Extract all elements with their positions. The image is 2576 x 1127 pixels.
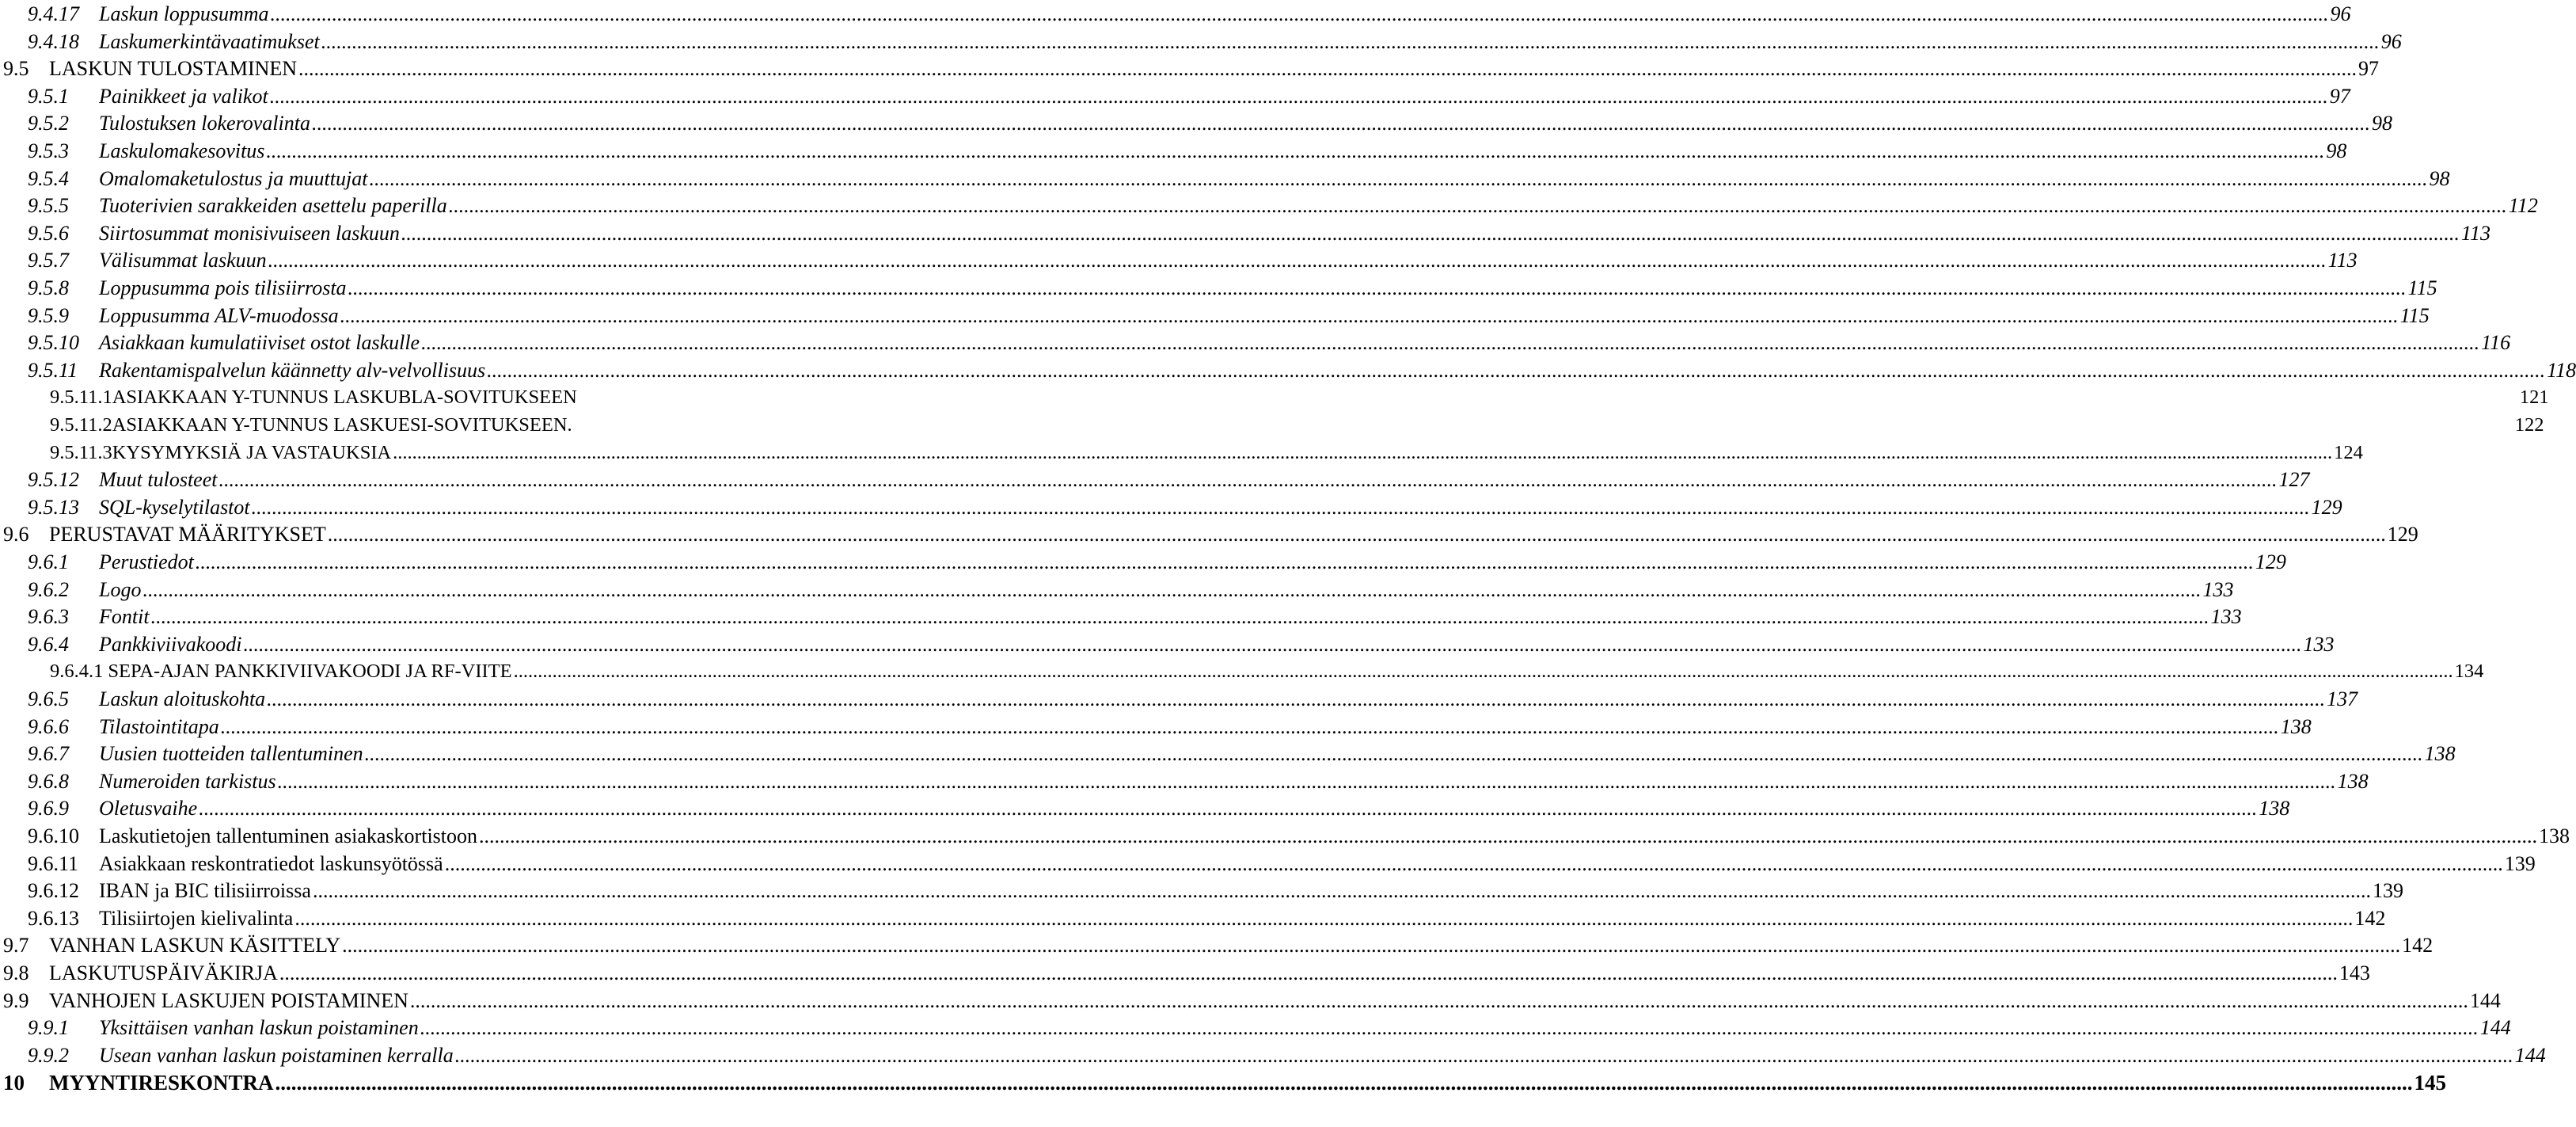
toc-entry-title: Muut tulosteet xyxy=(99,468,218,492)
toc-entry-number: 9.4.18 xyxy=(28,29,79,53)
toc-entry-number: 9.5.3 xyxy=(28,139,69,162)
toc-leader-dots: ................................................................................................................................................................................................................................................................................................................................................................................................................ xyxy=(298,57,2358,81)
toc-entry-page-number: 121 xyxy=(2519,386,2549,409)
toc-leader-dots: ................................................................................................................................................................................................................................................................................................................................................................................................................ xyxy=(454,1043,2513,1067)
toc-leader-dots: ................................................................................................................................................................................................................................................................................................................................................................................................................ xyxy=(393,441,2333,463)
toc-entry-title: Tuoterivien sarakkeiden asettelu paperilla xyxy=(99,194,447,218)
toc-entry[interactable] xyxy=(28,904,2386,933)
toc-entry-number: 10 xyxy=(3,1071,25,1095)
toc-leader-dots: ................................................................................................................................................................................................................................................................................................................................................................................................................ xyxy=(267,687,2326,710)
toc-entry[interactable] xyxy=(28,493,2342,522)
toc-entry[interactable] xyxy=(28,1041,2546,1070)
toc-leader-dots: ................................................................................................................................................................................................................................................................................................................................................................................................................ xyxy=(275,1071,2413,1095)
toc-entry-page-number: 144 xyxy=(2469,988,2501,1012)
toc-entry-number: 9.6.4.1 xyxy=(50,661,104,683)
toc-entry[interactable] xyxy=(28,877,2403,905)
toc-entry-page-number: 115 xyxy=(2407,276,2437,299)
toc-leader-dots: ................................................................................................................................................................................................................................................................................................................................................................................................................ xyxy=(311,112,2370,135)
toc-leader-dots: ................................................................................................................................................................................................................................................................................................................................................................................................................ xyxy=(270,2,2329,25)
toc-entry-title: PERUSTAVAT MÄÄRITYKSET xyxy=(49,523,326,546)
toc-entry-page-number: 116 xyxy=(2481,331,2511,355)
toc-entry-title: Laskun aloituskohta xyxy=(99,687,266,710)
toc-entry-title: VANHAN LASKUN KÄSITTELY xyxy=(49,934,341,958)
toc-entry-title: Tilastointitapa xyxy=(99,714,219,738)
toc-entry-number: 9.5.7 xyxy=(28,249,69,272)
toc-entry[interactable] xyxy=(28,82,2350,111)
toc-entry-page-number: 127 xyxy=(2278,468,2310,492)
toc-entry-number: 9.9.2 xyxy=(28,1043,69,1067)
toc-entry-page-number: 138 xyxy=(2259,797,2290,821)
toc-entry-number: 9.5.5 xyxy=(28,194,69,218)
toc-leader-dots: ................................................................................................................................................................................................................................................................................................................................................................................................................ xyxy=(342,934,2401,958)
toc-leader-dots: ................................................................................................................................................................................................................................................................................................................................................................................................................ xyxy=(409,988,2468,1012)
toc-entry-title: Rakentamispalvelun käännetty alv-velvollisuus xyxy=(99,358,486,382)
toc-entry-page-number: 134 xyxy=(2454,661,2484,683)
toc-entry-number: 9.5.11.3 xyxy=(50,441,112,463)
toc-entry-number: 9.6.2 xyxy=(28,577,69,601)
toc-entry-page-number: 129 xyxy=(2255,550,2286,573)
toc-entry[interactable] xyxy=(3,1068,2447,1097)
toc-leader-dots: ................................................................................................................................................................................................................................................................................................................................................................................................................ xyxy=(420,1016,2479,1040)
toc-entry-title: Laskumerkintävaatimukset xyxy=(99,29,320,53)
toc-entry-title: Painikkeet ja valikot xyxy=(99,84,268,108)
toc-entry-page-number: 139 xyxy=(2504,851,2536,875)
toc-entry-page-number: 129 xyxy=(2387,523,2418,546)
toc-entry-title: Laskulomakesovitus xyxy=(99,139,265,162)
toc-entry-number: 9.7 xyxy=(3,934,29,958)
toc-entry[interactable] xyxy=(3,55,2380,83)
toc-entry[interactable] xyxy=(28,767,2369,796)
toc-entry-number: 9.4.17 xyxy=(28,2,79,25)
toc-entry-page-number: 144 xyxy=(2514,1043,2546,1067)
toc-entry-number: 9.5.11.2 xyxy=(50,414,112,436)
toc-entry-number: 9.6 xyxy=(3,523,29,546)
toc-entry-number: 9.5.8 xyxy=(28,276,69,299)
toc-entry-title: Perustiedot xyxy=(99,550,194,573)
toc-entry[interactable] xyxy=(28,576,2234,604)
toc-entry-number: 9.5.9 xyxy=(28,303,69,327)
toc-entry-page-number: 142 xyxy=(2402,934,2434,958)
toc-entry[interactable] xyxy=(28,0,2351,29)
toc-entry-page-number: 138 xyxy=(2539,824,2570,847)
toc-entry[interactable] xyxy=(28,137,2347,166)
toc-entry-page-number: 112 xyxy=(2508,194,2538,218)
toc-leader-dots: ................................................................................................................................................................................................................................................................................................................................................................................................................ xyxy=(348,276,2407,299)
toc-entry-page-number: 138 xyxy=(2424,742,2456,766)
toc-entry[interactable] xyxy=(28,28,2402,56)
toc-entry[interactable] xyxy=(28,356,2576,385)
toc-entry[interactable] xyxy=(3,931,2434,960)
toc-entry-title: Laskun loppusumma xyxy=(99,2,269,25)
toc-entry-page-number: 118 xyxy=(2547,358,2576,382)
toc-entry-page-number: 115 xyxy=(2399,303,2430,327)
toc-entry[interactable] xyxy=(28,466,2310,494)
toc-entry[interactable] xyxy=(28,548,2286,577)
toc-entry-number: 9.9 xyxy=(3,988,29,1012)
toc-leader-dots: ................................................................................................................................................................................................................................................................................................................................................................................................................ xyxy=(243,632,2302,656)
toc-entry-page-number: 113 xyxy=(2327,249,2358,272)
toc-leader-dots: ................................................................................................................................................................................................................................................................................................................................................................................................................ xyxy=(251,495,2310,519)
toc-entry-number: 9.6.1 xyxy=(28,550,69,573)
toc-entry-title: Logo xyxy=(99,577,142,601)
toc-entry-title: IBAN ja BIC tilisiirroissa xyxy=(99,879,311,903)
toc-entry-title: ASIAKKAAN Y-TUNNUS LASKUESI-SOVITUKSEEN. xyxy=(112,414,572,436)
toc-entry[interactable] xyxy=(28,850,2536,878)
toc-leader-dots: ................................................................................................................................................................................................................................................................................................................................................................................................................ xyxy=(364,742,2423,766)
toc-entry-number: 9.5 xyxy=(3,57,29,81)
toc-entry-title: Oletusvaihe xyxy=(99,797,198,821)
toc-leader-dots: ................................................................................................................................................................................................................................................................................................................................................................................................................ xyxy=(294,906,2354,930)
toc-entry-title: Tulostuksen lokerovalinta xyxy=(99,112,310,135)
toc-entry-page-number: 143 xyxy=(2339,961,2370,984)
toc-leader-dots: ................................................................................................................................................................................................................................................................................................................................................................................................................ xyxy=(448,194,2507,218)
toc-entry-title: LASKUTUSPÄIVÄKIRJA xyxy=(49,961,278,984)
toc-entry[interactable] xyxy=(28,685,2358,714)
toc-entry-title: Omalomaketulostus ja muuttujat xyxy=(99,166,368,190)
toc-entry-page-number: 97 xyxy=(2329,84,2350,108)
toc-entry-number: 9.6.12 xyxy=(28,879,79,903)
toc-leader-dots: ................................................................................................................................................................................................................................................................................................................................................................................................................ xyxy=(269,84,2328,108)
toc-entry-number: 9.6.10 xyxy=(28,824,79,847)
toc-leader-dots: ................................................................................................................................................................................................................................................................................................................................................................................................................ xyxy=(150,605,2209,629)
toc-leader-dots: ................................................................................................................................................................................................................................................................................................................................................................................................................ xyxy=(479,824,2538,847)
toc-entry[interactable] xyxy=(3,520,2418,549)
toc-entry-number: 9.5.4 xyxy=(28,166,69,190)
toc-entry[interactable] xyxy=(28,822,2570,851)
toc-entry[interactable] xyxy=(28,329,2511,357)
toc-entry[interactable] xyxy=(50,657,2484,686)
toc-entry[interactable] xyxy=(28,630,2335,659)
toc-entry[interactable] xyxy=(50,383,2549,412)
toc-entry-number: 9.6.6 xyxy=(28,714,69,738)
toc-entry-page-number: 122 xyxy=(2514,414,2544,436)
toc-entry-number: 9.6.9 xyxy=(28,797,69,821)
toc-entry-page-number: 129 xyxy=(2311,495,2342,519)
toc-entry-number: 9.9.1 xyxy=(28,1016,69,1040)
toc-entry-title: SQL-kyselytilastot xyxy=(99,495,250,519)
toc-entry-title: Numeroiden tarkistus xyxy=(99,769,276,793)
toc-leader-dots: ................................................................................................................................................................................................................................................................................................................................................................................................................ xyxy=(266,139,2325,162)
toc-entry-title: Uusien tuotteiden tallentuminen xyxy=(99,742,363,766)
toc-entry[interactable] xyxy=(3,987,2501,1015)
toc-leader-dots: ................................................................................................................................................................................................................................................................................................................................................................................................................ xyxy=(401,221,2460,245)
toc-entry-title: KYSYMYKSIÄ JA VASTAUKSIA xyxy=(112,441,392,463)
toc-leader-dots: ................................................................................................................................................................................................................................................................................................................................................................................................................ xyxy=(369,166,2428,190)
toc-entry-title: SEPA-AJAN PANKKIVIIVAKOODI JA RF-VIITE xyxy=(108,661,512,683)
toc-entry-number: 9.6.11 xyxy=(28,851,79,875)
toc-entry[interactable] xyxy=(28,246,2358,275)
toc-entry-title: Pankkiviivakoodi xyxy=(99,632,242,656)
toc-entry[interactable] xyxy=(28,192,2538,220)
toc-entry[interactable] xyxy=(3,959,2370,988)
toc-entry-title: LASKUN TULOSTAMINEN xyxy=(49,57,298,81)
toc-entry-title: Usean vanhan laskun poistaminen kerralla xyxy=(99,1043,454,1067)
toc-entry-number: 9.5.13 xyxy=(28,495,79,519)
toc-leader-dots: ................................................................................................................................................................................................................................................................................................................................................................................................................ xyxy=(321,29,2380,53)
toc-entry-title: VANHOJEN LASKUJEN POISTAMINEN xyxy=(49,988,408,1012)
toc-entry-title: Yksittäisen vanhan laskun poistaminen xyxy=(99,1016,419,1040)
toc-entry-page-number: 113 xyxy=(2460,221,2491,245)
toc-entry-page-number: 96 xyxy=(2380,29,2402,53)
toc-entry-page-number: 137 xyxy=(2327,687,2358,710)
toc-entry-number: 9.5.2 xyxy=(28,112,69,135)
toc-entry-number: 9.6.13 xyxy=(28,906,79,930)
toc-leader-dots: ................................................................................................................................................................................................................................................................................................................................................................................................................ xyxy=(487,358,2546,382)
toc-leader-dots: ................................................................................................................................................................................................................................................................................................................................................................................................................ xyxy=(421,331,2480,355)
toc-entry-page-number: 96 xyxy=(2330,2,2351,25)
toc-entry[interactable] xyxy=(28,109,2392,138)
toc-leader-dots: ................................................................................................................................................................................................................................................................................................................................................................................................................ xyxy=(220,714,2279,738)
toc-entry-number: 9.8 xyxy=(3,961,29,984)
toc-entry-title: Asiakkaan reskontratiedot laskunsyötössä xyxy=(99,851,443,875)
toc-entry-title: MYYNTIRESKONTRA xyxy=(49,1071,274,1095)
toc-entry[interactable] xyxy=(28,1014,2511,1042)
toc-entry-page-number: 138 xyxy=(2280,714,2312,738)
toc-entry-page-number: 98 xyxy=(2326,139,2347,162)
toc-entry-page-number: 144 xyxy=(2479,1016,2511,1040)
toc-entry-page-number: 133 xyxy=(2210,605,2242,629)
toc-entry-number: 9.5.10 xyxy=(28,331,79,355)
toc-entry-page-number: 138 xyxy=(2337,769,2369,793)
toc-leader-dots: ................................................................................................................................................................................................................................................................................................................................................................................................................ xyxy=(444,851,2503,875)
toc-entry-title: Välisummat laskuun xyxy=(99,249,267,272)
toc-entry-page-number: 97 xyxy=(2358,57,2380,81)
toc-entry[interactable] xyxy=(50,411,2544,440)
toc-entry-page-number: 98 xyxy=(2371,112,2392,135)
toc-leader-dots: ................................................................................................................................................................................................................................................................................................................................................................................................................ xyxy=(268,249,2327,272)
toc-entry[interactable] xyxy=(28,740,2456,768)
toc-entry-page-number: 139 xyxy=(2372,879,2403,903)
toc-entry-title: Loppusumma ALV-muodossa xyxy=(99,303,339,327)
toc-leader-dots: ................................................................................................................................................................................................................................................................................................................................................................................................................ xyxy=(218,468,2278,492)
toc-entry-title: ASIAKKAAN Y-TUNNUS LASKUBLA-SOVITUKSEEN xyxy=(112,386,577,409)
toc-leader-dots: ................................................................................................................................................................................................................................................................................................................................................................................................................ xyxy=(195,550,2254,573)
toc-leader-dots: ................................................................................................................................................................................................................................................................................................................................................................................................................ xyxy=(279,961,2338,984)
toc-entry-number: 9.6.3 xyxy=(28,605,69,629)
toc-entry-number: 9.6.7 xyxy=(28,742,69,766)
toc-leader-dots: ................................................................................................................................................................................................................................................................................................................................................................................................................ xyxy=(312,879,2371,903)
toc-leader-dots: ................................................................................................................................................................................................................................................................................................................................................................................................................ xyxy=(327,523,2386,546)
toc-entry[interactable] xyxy=(28,794,2290,823)
toc-entry-page-number: 145 xyxy=(2414,1071,2447,1095)
toc-entry-number: 9.5.11.1 xyxy=(50,386,112,409)
toc-entry-title: Fontit xyxy=(99,605,150,629)
toc-entry-number: 9.5.6 xyxy=(28,221,69,245)
toc-leader-dots: ................................................................................................................................................................................................................................................................................................................................................................................................................ xyxy=(199,797,2258,821)
toc-entry[interactable] xyxy=(28,713,2312,741)
toc-entry[interactable] xyxy=(28,219,2491,248)
toc-entry-page-number: 133 xyxy=(2202,577,2234,601)
toc-entry-page-number: 124 xyxy=(2334,441,2363,463)
toc-entry-page-number: 142 xyxy=(2354,906,2386,930)
toc-entry-title: Laskutietojen tallentuminen asiakaskortistoon xyxy=(99,824,478,847)
toc-entry-number: 9.6.5 xyxy=(28,687,69,710)
toc-entry[interactable] xyxy=(50,439,2363,467)
toc-entry-number: 9.5.1 xyxy=(28,84,69,108)
toc-entry-page-number: 98 xyxy=(2429,166,2450,190)
toc-leader-dots: ................................................................................................................................................................................................................................................................................................................................................................................................................ xyxy=(513,661,2453,683)
toc-entry-title: Loppusumma pois tilisiirrosta xyxy=(99,276,347,299)
toc-leader-dots: ................................................................................................................................................................................................................................................................................................................................................................................................................ xyxy=(340,303,2399,327)
toc-leader-dots: ................................................................................................................................................................................................................................................................................................................................................................................................................ xyxy=(277,769,2336,793)
toc-entry-number: 9.5.12 xyxy=(28,468,79,492)
toc-entry-number: 9.6.4 xyxy=(28,632,69,656)
toc-entry-title: Siirtosummat monisivuiseen laskuun xyxy=(99,221,400,245)
toc-entry[interactable] xyxy=(28,165,2450,193)
toc-leader-dots: ................................................................................................................................................................................................................................................................................................................................................................................................................ xyxy=(142,577,2202,601)
toc-entry[interactable] xyxy=(28,603,2242,631)
toc-entry-title: Tilisiirtojen kielivalinta xyxy=(99,906,294,930)
toc-entry-page-number: 133 xyxy=(2303,632,2335,656)
toc-entry-number: 9.6.8 xyxy=(28,769,69,793)
toc-entry[interactable] xyxy=(28,274,2437,303)
toc-entry[interactable] xyxy=(28,302,2430,330)
toc-entry-number: 9.5.11 xyxy=(28,358,78,382)
toc-entry-title: Asiakkaan kumulatiiviset ostot laskulle xyxy=(99,331,420,355)
